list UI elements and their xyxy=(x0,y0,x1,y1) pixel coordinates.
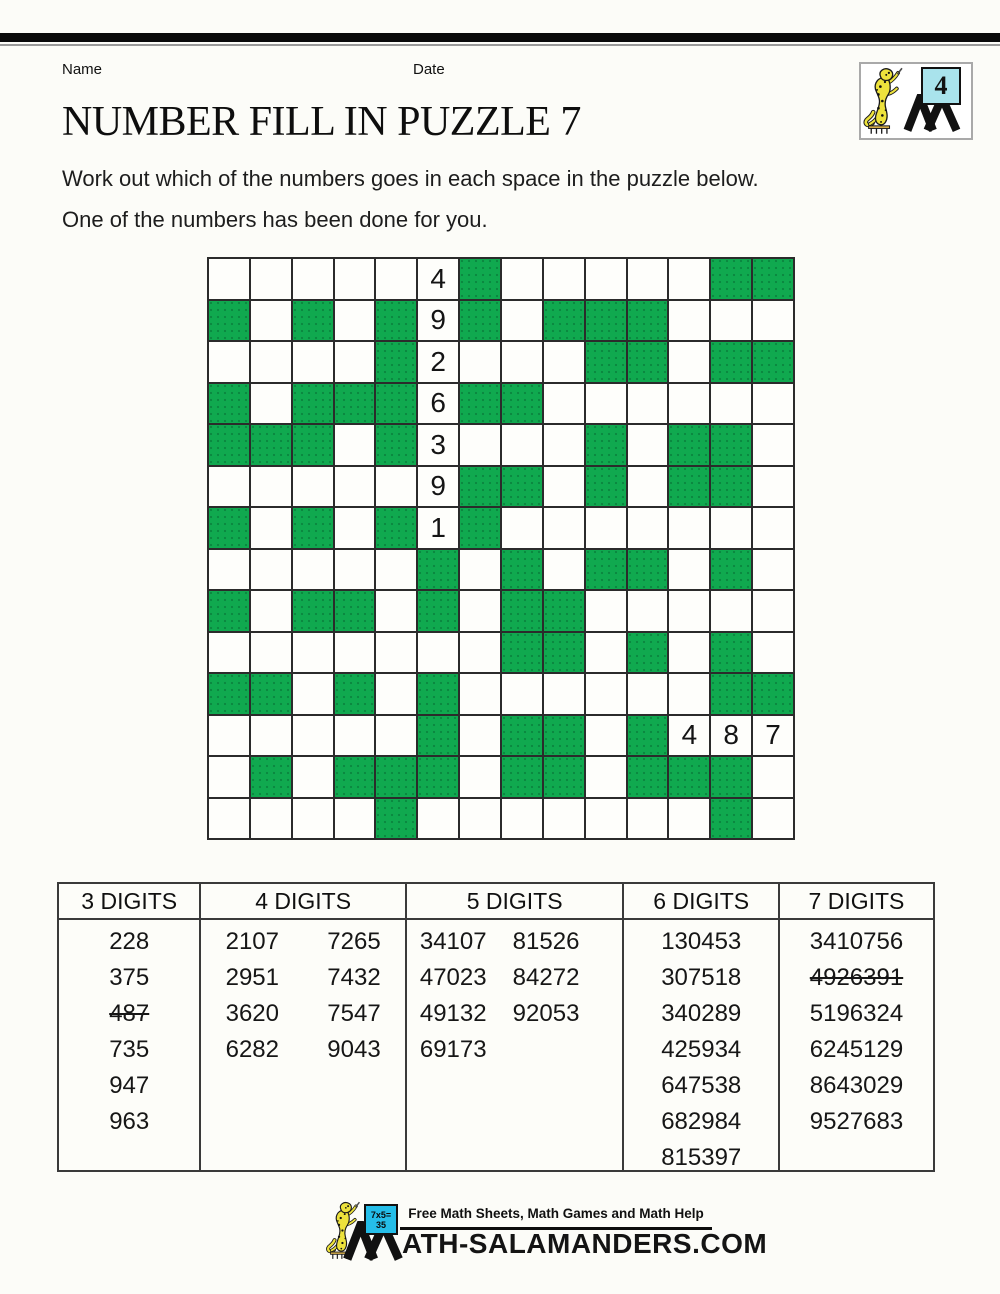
bank-column-header: 5 DIGITS xyxy=(407,884,623,920)
empty-cell[interactable] xyxy=(460,757,500,797)
empty-cell[interactable] xyxy=(293,342,333,382)
empty-cell[interactable] xyxy=(376,716,416,756)
salamander-icon xyxy=(863,67,903,135)
empty-cell[interactable] xyxy=(293,716,333,756)
footer-sign-line1: 7x5= xyxy=(370,1209,392,1220)
blocked-cell xyxy=(711,259,751,299)
blocked-cell xyxy=(628,301,668,341)
footer-sign-line2: 35 xyxy=(375,1219,386,1230)
empty-cell[interactable] xyxy=(293,799,333,839)
bank-value: 3410756 xyxy=(809,928,904,955)
blocked-cell xyxy=(711,799,751,839)
empty-cell[interactable] xyxy=(251,342,291,382)
bank-value: 6282 xyxy=(225,1036,279,1063)
bank-column-header: 6 DIGITS xyxy=(624,884,778,920)
bank-row xyxy=(59,1032,199,1068)
blocked-cell xyxy=(209,674,249,714)
empty-cell[interactable] xyxy=(628,591,668,631)
blocked-cell xyxy=(628,716,668,756)
bank-value: 84272 xyxy=(512,964,580,991)
empty-cell[interactable] xyxy=(586,384,626,424)
bank-row xyxy=(780,1104,933,1140)
blocked-cell xyxy=(502,591,542,631)
bank-row xyxy=(780,1068,933,1104)
blocked-cell xyxy=(753,342,793,382)
bank-row xyxy=(780,924,933,960)
empty-cell[interactable] xyxy=(544,259,584,299)
bank-row xyxy=(407,924,623,960)
bank-value: 130453 xyxy=(661,928,742,955)
bank-column-values xyxy=(780,920,933,1140)
bank-value: 425934 xyxy=(661,1036,742,1063)
empty-cell[interactable] xyxy=(376,550,416,590)
empty-cell[interactable] xyxy=(376,467,416,507)
empty-cell[interactable] xyxy=(544,799,584,839)
blocked-cell xyxy=(293,425,333,465)
empty-cell[interactable] xyxy=(753,384,793,424)
empty-cell[interactable] xyxy=(669,508,709,548)
empty-cell[interactable] xyxy=(628,467,668,507)
bank-column xyxy=(59,884,201,1170)
blocked-cell xyxy=(502,467,542,507)
bank-value: 3620 xyxy=(225,1000,279,1027)
empty-cell[interactable] xyxy=(586,757,626,797)
bank-row xyxy=(59,1104,199,1140)
bank-column xyxy=(407,884,625,1170)
empty-cell[interactable] xyxy=(335,716,375,756)
bank-column-header: 7 DIGITS xyxy=(780,884,933,920)
bank-row xyxy=(201,960,404,996)
empty-cell[interactable] xyxy=(460,674,500,714)
empty-cell[interactable] xyxy=(293,633,333,673)
instruction-line-1: Work out which of the numbers goes in each space in the puzzle below. xyxy=(62,166,759,191)
empty-cell[interactable] xyxy=(669,550,709,590)
empty-cell[interactable] xyxy=(293,550,333,590)
blocked-cell xyxy=(586,301,626,341)
empty-cell[interactable] xyxy=(335,342,375,382)
empty-cell[interactable] xyxy=(335,301,375,341)
blocked-cell xyxy=(418,591,458,631)
blocked-cell xyxy=(753,674,793,714)
empty-cell[interactable] xyxy=(711,384,751,424)
empty-cell[interactable] xyxy=(209,633,249,673)
empty-cell[interactable] xyxy=(251,467,291,507)
empty-cell[interactable] xyxy=(335,259,375,299)
empty-cell[interactable] xyxy=(251,591,291,631)
blocked-cell xyxy=(376,384,416,424)
empty-cell[interactable] xyxy=(628,259,668,299)
empty-cell[interactable] xyxy=(209,799,249,839)
empty-cell[interactable] xyxy=(460,716,500,756)
footer-site-text: ATH-SALAMANDERS.COM xyxy=(402,1228,768,1259)
empty-cell[interactable] xyxy=(544,467,584,507)
bank-value: 7432 xyxy=(327,964,381,991)
empty-cell[interactable] xyxy=(669,301,709,341)
bank-value: 69173 xyxy=(419,1036,487,1063)
blocked-cell xyxy=(418,716,458,756)
bank-row xyxy=(59,960,199,996)
bank-value: 647538 xyxy=(661,1072,742,1099)
empty-cell[interactable] xyxy=(251,550,291,590)
blocked-cell xyxy=(586,550,626,590)
name-label: Name xyxy=(62,61,103,78)
empty-cell[interactable] xyxy=(586,591,626,631)
blocked-cell xyxy=(460,508,500,548)
prefilled-cell: 2 xyxy=(418,342,458,382)
bank-value: 735 xyxy=(109,1036,150,1063)
bank-value: 9527683 xyxy=(809,1108,904,1135)
bank-value: 5196324 xyxy=(809,1000,904,1027)
empty-cell[interactable] xyxy=(209,757,249,797)
prefilled-cell: 8 xyxy=(711,716,751,756)
blocked-cell xyxy=(293,508,333,548)
empty-cell[interactable] xyxy=(460,550,500,590)
blocked-cell xyxy=(502,633,542,673)
bank-column-header: 4 DIGITS xyxy=(201,884,404,920)
blocked-cell xyxy=(586,467,626,507)
bank-value: 947 xyxy=(109,1072,150,1099)
bank-row xyxy=(201,996,404,1032)
empty-cell[interactable] xyxy=(628,799,668,839)
bank-value: 34107 xyxy=(419,928,487,955)
bank-row xyxy=(407,996,623,1032)
empty-cell[interactable] xyxy=(628,425,668,465)
prefilled-cell: 4 xyxy=(669,716,709,756)
empty-cell[interactable] xyxy=(335,425,375,465)
blocked-cell xyxy=(376,301,416,341)
empty-cell[interactable] xyxy=(753,591,793,631)
blocked-cell xyxy=(502,384,542,424)
empty-cell[interactable] xyxy=(209,550,249,590)
empty-cell[interactable] xyxy=(544,342,584,382)
bank-row xyxy=(624,1068,778,1104)
empty-cell[interactable] xyxy=(586,716,626,756)
blocked-cell xyxy=(669,425,709,465)
blocked-cell xyxy=(335,384,375,424)
empty-cell[interactable] xyxy=(544,425,584,465)
empty-cell[interactable] xyxy=(544,508,584,548)
blocked-cell xyxy=(376,342,416,382)
prefilled-cell: 1 xyxy=(418,508,458,548)
empty-cell[interactable] xyxy=(753,425,793,465)
blocked-cell xyxy=(251,757,291,797)
blocked-cell xyxy=(376,799,416,839)
bank-value: 815397 xyxy=(661,1144,742,1171)
bank-value: 963 xyxy=(109,1108,150,1135)
blocked-cell xyxy=(418,674,458,714)
empty-cell[interactable] xyxy=(335,508,375,548)
math-salamanders-badge xyxy=(859,62,973,140)
bank-column-values xyxy=(407,920,623,1068)
empty-cell[interactable] xyxy=(628,384,668,424)
prefilled-cell: 9 xyxy=(418,467,458,507)
bank-row xyxy=(201,924,404,960)
blocked-cell xyxy=(628,342,668,382)
empty-cell[interactable] xyxy=(209,342,249,382)
footer-math-sign xyxy=(364,1204,398,1235)
empty-cell[interactable] xyxy=(586,633,626,673)
empty-cell[interactable] xyxy=(502,342,542,382)
empty-cell[interactable] xyxy=(251,301,291,341)
bank-value: 49132 xyxy=(419,1000,487,1027)
empty-cell[interactable] xyxy=(376,591,416,631)
empty-cell[interactable] xyxy=(544,674,584,714)
blocked-cell xyxy=(669,467,709,507)
empty-cell[interactable] xyxy=(753,799,793,839)
blocked-cell xyxy=(711,342,751,382)
empty-cell[interactable] xyxy=(293,757,333,797)
blocked-cell xyxy=(376,757,416,797)
blocked-cell xyxy=(376,425,416,465)
bank-value-empty xyxy=(500,1032,593,1068)
puzzle-grid xyxy=(207,257,795,840)
bank-row xyxy=(780,960,933,996)
blocked-cell xyxy=(293,301,333,341)
prefilled-cell: 9 xyxy=(418,301,458,341)
bank-value: 81526 xyxy=(512,928,580,955)
blocked-cell xyxy=(251,425,291,465)
empty-cell[interactable] xyxy=(669,633,709,673)
blocked-cell xyxy=(209,425,249,465)
bank-column-values xyxy=(59,920,199,1140)
blocked-cell xyxy=(460,301,500,341)
blocked-cell xyxy=(209,301,249,341)
blocked-cell xyxy=(753,259,793,299)
empty-cell[interactable] xyxy=(502,259,542,299)
empty-cell[interactable] xyxy=(335,550,375,590)
blocked-cell xyxy=(586,425,626,465)
bank-value: 7547 xyxy=(327,1000,381,1027)
bank-value: 487 xyxy=(109,1000,150,1027)
bank-row xyxy=(624,960,778,996)
empty-cell[interactable] xyxy=(251,799,291,839)
empty-cell[interactable] xyxy=(293,259,333,299)
blocked-cell xyxy=(460,384,500,424)
empty-cell[interactable] xyxy=(460,425,500,465)
bank-value: 7265 xyxy=(327,928,381,955)
empty-cell[interactable] xyxy=(586,799,626,839)
blocked-cell xyxy=(544,633,584,673)
blocked-cell xyxy=(628,633,668,673)
empty-cell[interactable] xyxy=(460,633,500,673)
empty-cell[interactable] xyxy=(753,550,793,590)
empty-cell[interactable] xyxy=(502,301,542,341)
empty-cell[interactable] xyxy=(460,342,500,382)
blocked-cell xyxy=(586,342,626,382)
empty-cell[interactable] xyxy=(669,259,709,299)
blocked-cell xyxy=(376,508,416,548)
empty-cell[interactable] xyxy=(335,799,375,839)
bank-value: 9043 xyxy=(327,1036,381,1063)
blocked-cell xyxy=(711,674,751,714)
bank-column xyxy=(201,884,406,1170)
bank-value: 6245129 xyxy=(809,1036,904,1063)
empty-cell[interactable] xyxy=(418,799,458,839)
blocked-cell xyxy=(460,259,500,299)
prefilled-cell: 4 xyxy=(418,259,458,299)
bank-value: 92053 xyxy=(512,1000,580,1027)
blocked-cell xyxy=(544,591,584,631)
blocked-cell xyxy=(502,550,542,590)
empty-cell[interactable] xyxy=(711,591,751,631)
empty-cell[interactable] xyxy=(669,591,709,631)
bank-row xyxy=(780,1032,933,1068)
blocked-cell xyxy=(460,467,500,507)
bank-value: 2107 xyxy=(225,928,279,955)
page-title: NUMBER FILL IN PUZZLE 7 xyxy=(62,99,581,145)
blocked-cell xyxy=(544,716,584,756)
bank-row xyxy=(59,1068,199,1104)
empty-cell[interactable] xyxy=(753,467,793,507)
prefilled-cell: 6 xyxy=(418,384,458,424)
blocked-cell xyxy=(669,757,709,797)
blocked-cell xyxy=(251,674,291,714)
empty-cell[interactable] xyxy=(586,259,626,299)
blocked-cell xyxy=(502,716,542,756)
instruction-line-2: One of the numbers has been done for you. xyxy=(62,207,488,232)
blocked-cell xyxy=(711,550,751,590)
empty-cell[interactable] xyxy=(251,716,291,756)
empty-cell[interactable] xyxy=(628,508,668,548)
blocked-cell xyxy=(335,757,375,797)
bank-value: 340289 xyxy=(661,1000,742,1027)
badge-number-sign: 4 xyxy=(921,67,961,105)
top-divider-bar xyxy=(0,33,1000,42)
empty-cell[interactable] xyxy=(293,467,333,507)
number-bank-table xyxy=(57,882,935,1172)
empty-cell[interactable] xyxy=(753,301,793,341)
empty-cell[interactable] xyxy=(586,674,626,714)
blocked-cell xyxy=(502,757,542,797)
blocked-cell xyxy=(209,591,249,631)
bank-value: 682984 xyxy=(661,1108,742,1135)
blocked-cell xyxy=(628,550,668,590)
empty-cell[interactable] xyxy=(502,425,542,465)
prefilled-cell: 3 xyxy=(418,425,458,465)
empty-cell[interactable] xyxy=(753,633,793,673)
bank-column xyxy=(624,884,780,1170)
blocked-cell xyxy=(335,674,375,714)
blocked-cell xyxy=(628,757,668,797)
empty-cell[interactable] xyxy=(209,716,249,756)
empty-cell[interactable] xyxy=(418,633,458,673)
empty-cell[interactable] xyxy=(502,674,542,714)
bank-row xyxy=(59,996,199,1032)
empty-cell[interactable] xyxy=(669,799,709,839)
bank-value: 375 xyxy=(109,964,150,991)
bank-row xyxy=(780,996,933,1032)
blocked-cell xyxy=(711,467,751,507)
bank-value: 8643029 xyxy=(809,1072,904,1099)
bank-row xyxy=(201,1032,404,1068)
empty-cell[interactable] xyxy=(251,508,291,548)
bank-column-values xyxy=(201,920,404,1068)
bank-value: 307518 xyxy=(661,964,742,991)
empty-cell[interactable] xyxy=(376,674,416,714)
empty-cell[interactable] xyxy=(376,633,416,673)
empty-cell[interactable] xyxy=(209,467,249,507)
blocked-cell xyxy=(418,757,458,797)
empty-cell[interactable] xyxy=(586,508,626,548)
bank-column-header: 3 DIGITS xyxy=(59,884,199,920)
bank-row xyxy=(624,996,778,1032)
blocked-cell xyxy=(711,757,751,797)
empty-cell[interactable] xyxy=(711,301,751,341)
empty-cell[interactable] xyxy=(251,633,291,673)
empty-cell[interactable] xyxy=(209,259,249,299)
blocked-cell xyxy=(711,425,751,465)
empty-cell[interactable] xyxy=(753,757,793,797)
blocked-cell xyxy=(335,591,375,631)
bank-column xyxy=(780,884,933,1170)
empty-cell[interactable] xyxy=(544,384,584,424)
blocked-cell xyxy=(209,508,249,548)
bank-row xyxy=(624,1104,778,1140)
empty-cell[interactable] xyxy=(460,591,500,631)
empty-cell[interactable] xyxy=(502,508,542,548)
bank-row xyxy=(624,1032,778,1068)
empty-cell[interactable] xyxy=(502,799,542,839)
blocked-cell xyxy=(293,591,333,631)
empty-cell[interactable] xyxy=(628,674,668,714)
bank-row xyxy=(407,960,623,996)
empty-cell[interactable] xyxy=(251,384,291,424)
empty-cell[interactable] xyxy=(669,384,709,424)
blocked-cell xyxy=(293,384,333,424)
empty-cell[interactable] xyxy=(669,674,709,714)
bank-value: 2951 xyxy=(225,964,279,991)
footer-tagline: Free Math Sheets, Math Games and Math Help xyxy=(408,1206,704,1221)
bank-row xyxy=(624,924,778,960)
empty-cell[interactable] xyxy=(376,259,416,299)
empty-cell[interactable] xyxy=(335,467,375,507)
empty-cell[interactable] xyxy=(251,259,291,299)
empty-cell[interactable] xyxy=(753,508,793,548)
blocked-cell xyxy=(544,301,584,341)
bank-row xyxy=(407,1032,623,1068)
bank-row xyxy=(59,924,199,960)
empty-cell[interactable] xyxy=(293,674,333,714)
empty-cell[interactable] xyxy=(335,633,375,673)
blocked-cell xyxy=(209,384,249,424)
top-divider-line xyxy=(0,44,1000,46)
bank-value: 228 xyxy=(109,928,150,955)
bank-value: 4926391 xyxy=(809,964,904,991)
empty-cell[interactable] xyxy=(460,799,500,839)
instructions xyxy=(62,158,759,240)
empty-cell[interactable] xyxy=(711,508,751,548)
empty-cell[interactable] xyxy=(544,550,584,590)
blocked-cell xyxy=(418,550,458,590)
empty-cell[interactable] xyxy=(669,342,709,382)
prefilled-cell: 7 xyxy=(753,716,793,756)
date-label: Date xyxy=(413,61,445,78)
blocked-cell xyxy=(544,757,584,797)
bank-row xyxy=(624,1140,778,1176)
bank-value: 47023 xyxy=(419,964,487,991)
blocked-cell xyxy=(711,633,751,673)
bank-column-values xyxy=(624,920,778,1176)
